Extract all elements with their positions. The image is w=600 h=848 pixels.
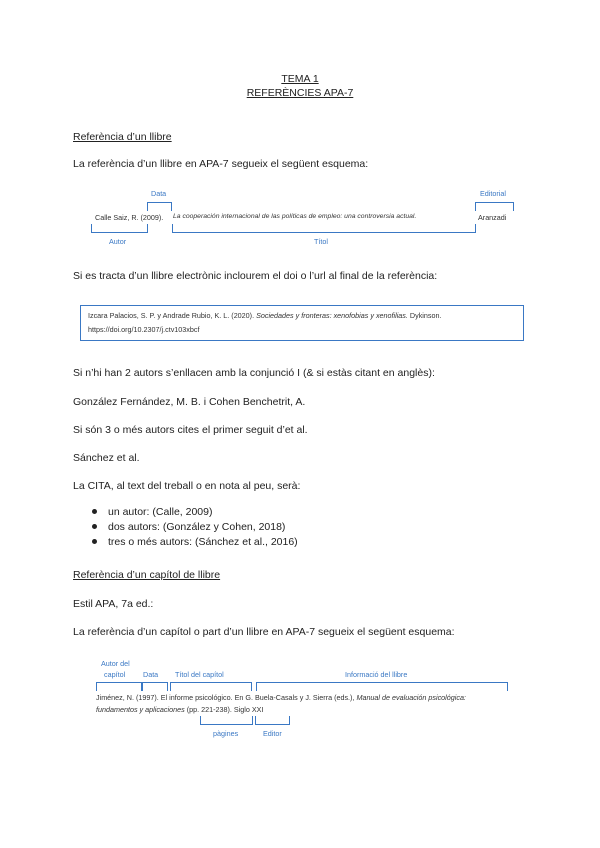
section-heading-book: Referència d’un llibre [73, 131, 172, 143]
page-subtitle: REFERÈNCIES APA-7 [246, 87, 354, 99]
cita-intro: La CITA, al text del treball o en nota al peu, serà: [73, 480, 301, 492]
bracket-editorial [475, 202, 514, 211]
ebook-text: Si es tracta d’un llibre electrònic inclourem el doi o l’url al final de la referència: [73, 270, 438, 282]
label-autor: Autor [109, 237, 127, 246]
section-heading-chapter: Referència d’un capítol de llibre [73, 569, 221, 581]
bracket-data [147, 202, 172, 211]
two-authors-text: Si n’hi han 2 autors s’enllacen amb la conjunció I (& si estàs citant en anglès): [73, 367, 435, 379]
ref-publisher: Aranzadi [478, 213, 507, 222]
bracket-autor-capitol [96, 682, 142, 691]
bracket-pagines [200, 716, 253, 725]
ebook-example-doi: https://doi.org/10.2307/j.ctv103xbcf [88, 325, 200, 334]
label-pagines: pàgines [213, 729, 239, 738]
ref-author: Calle Saiz, R. (2009). [95, 213, 164, 222]
style-note: Estil APA, 7a ed.: [73, 598, 154, 610]
chapter-ref-pages-editor: (pp. 221-238). Siglo XXI [186, 705, 264, 714]
ebook-example-box [80, 305, 524, 341]
book-intro: La referència d’un llibre en APA-7 segueix el següent esquema: [73, 158, 369, 170]
label-autor-capitol-2: capítol [104, 670, 126, 679]
bracket-titol-capitol [170, 682, 252, 691]
ebook-example-line1 [88, 311, 441, 320]
three-authors-text: Si són 3 o més autors cites el primer seguit d’et al. [73, 424, 308, 436]
three-authors-example: Sánchez et al. [73, 452, 140, 464]
label-titol-capitol: Títol del capítol [175, 670, 224, 679]
label-editor: Editor [263, 729, 282, 738]
bracket-titol [172, 224, 476, 233]
chapter-ref-line2 [96, 705, 263, 714]
bracket-editor [255, 716, 290, 725]
chapter-ref-book-subtitle: fundamentos y aplicaciones [96, 705, 185, 714]
chapter-ref-book-title: Manual de evaluación psicológica: [356, 693, 466, 702]
cita-list [92, 505, 298, 550]
ebook-example-publisher: Dykinson. [409, 311, 442, 320]
ebook-example-title: Sociedades y fronteras: xenofobias y xenofilias. [256, 311, 408, 320]
label-autor-capitol-1: Autor del [101, 659, 130, 668]
chapter-intro: La referència d’un capítol o part d’un llibre en APA-7 segueix el següent esquema: [73, 626, 455, 638]
ref-title: La cooperación internacional de las políticas de empleo: una controversia actual. [173, 213, 417, 220]
bracket-autor [91, 224, 148, 233]
list-item: dos autors: (González y Cohen, 2018) [92, 520, 298, 535]
bracket-info-llibre [256, 682, 508, 691]
label-data-chapter: Data [143, 670, 159, 679]
label-editorial: Editorial [480, 189, 506, 198]
ebook-example-authors: Izcara Palacios, S. P. y Andrade Rubio, K. L. (2020). [88, 311, 255, 320]
chapter-ref-main: Jiménez, N. (1997). El informe psicológico. En G. Buela-Casals y J. Sierra (eds.), [96, 693, 355, 702]
label-info-llibre: Informació del llibre [345, 670, 408, 679]
bracket-data-chapter [142, 682, 168, 691]
list-item: un autor: (Calle, 2009) [92, 505, 298, 520]
label-data: Data [151, 189, 167, 198]
chapter-ref-line1 [96, 693, 466, 702]
label-titol: Títol [314, 237, 328, 246]
list-item: tres o més autors: (Sánchez et al., 2016) [92, 535, 298, 550]
page-title: TEMA 1 [281, 73, 319, 85]
two-authors-example: González Fernández, M. B. i Cohen Benchetrit, A. [73, 396, 306, 408]
